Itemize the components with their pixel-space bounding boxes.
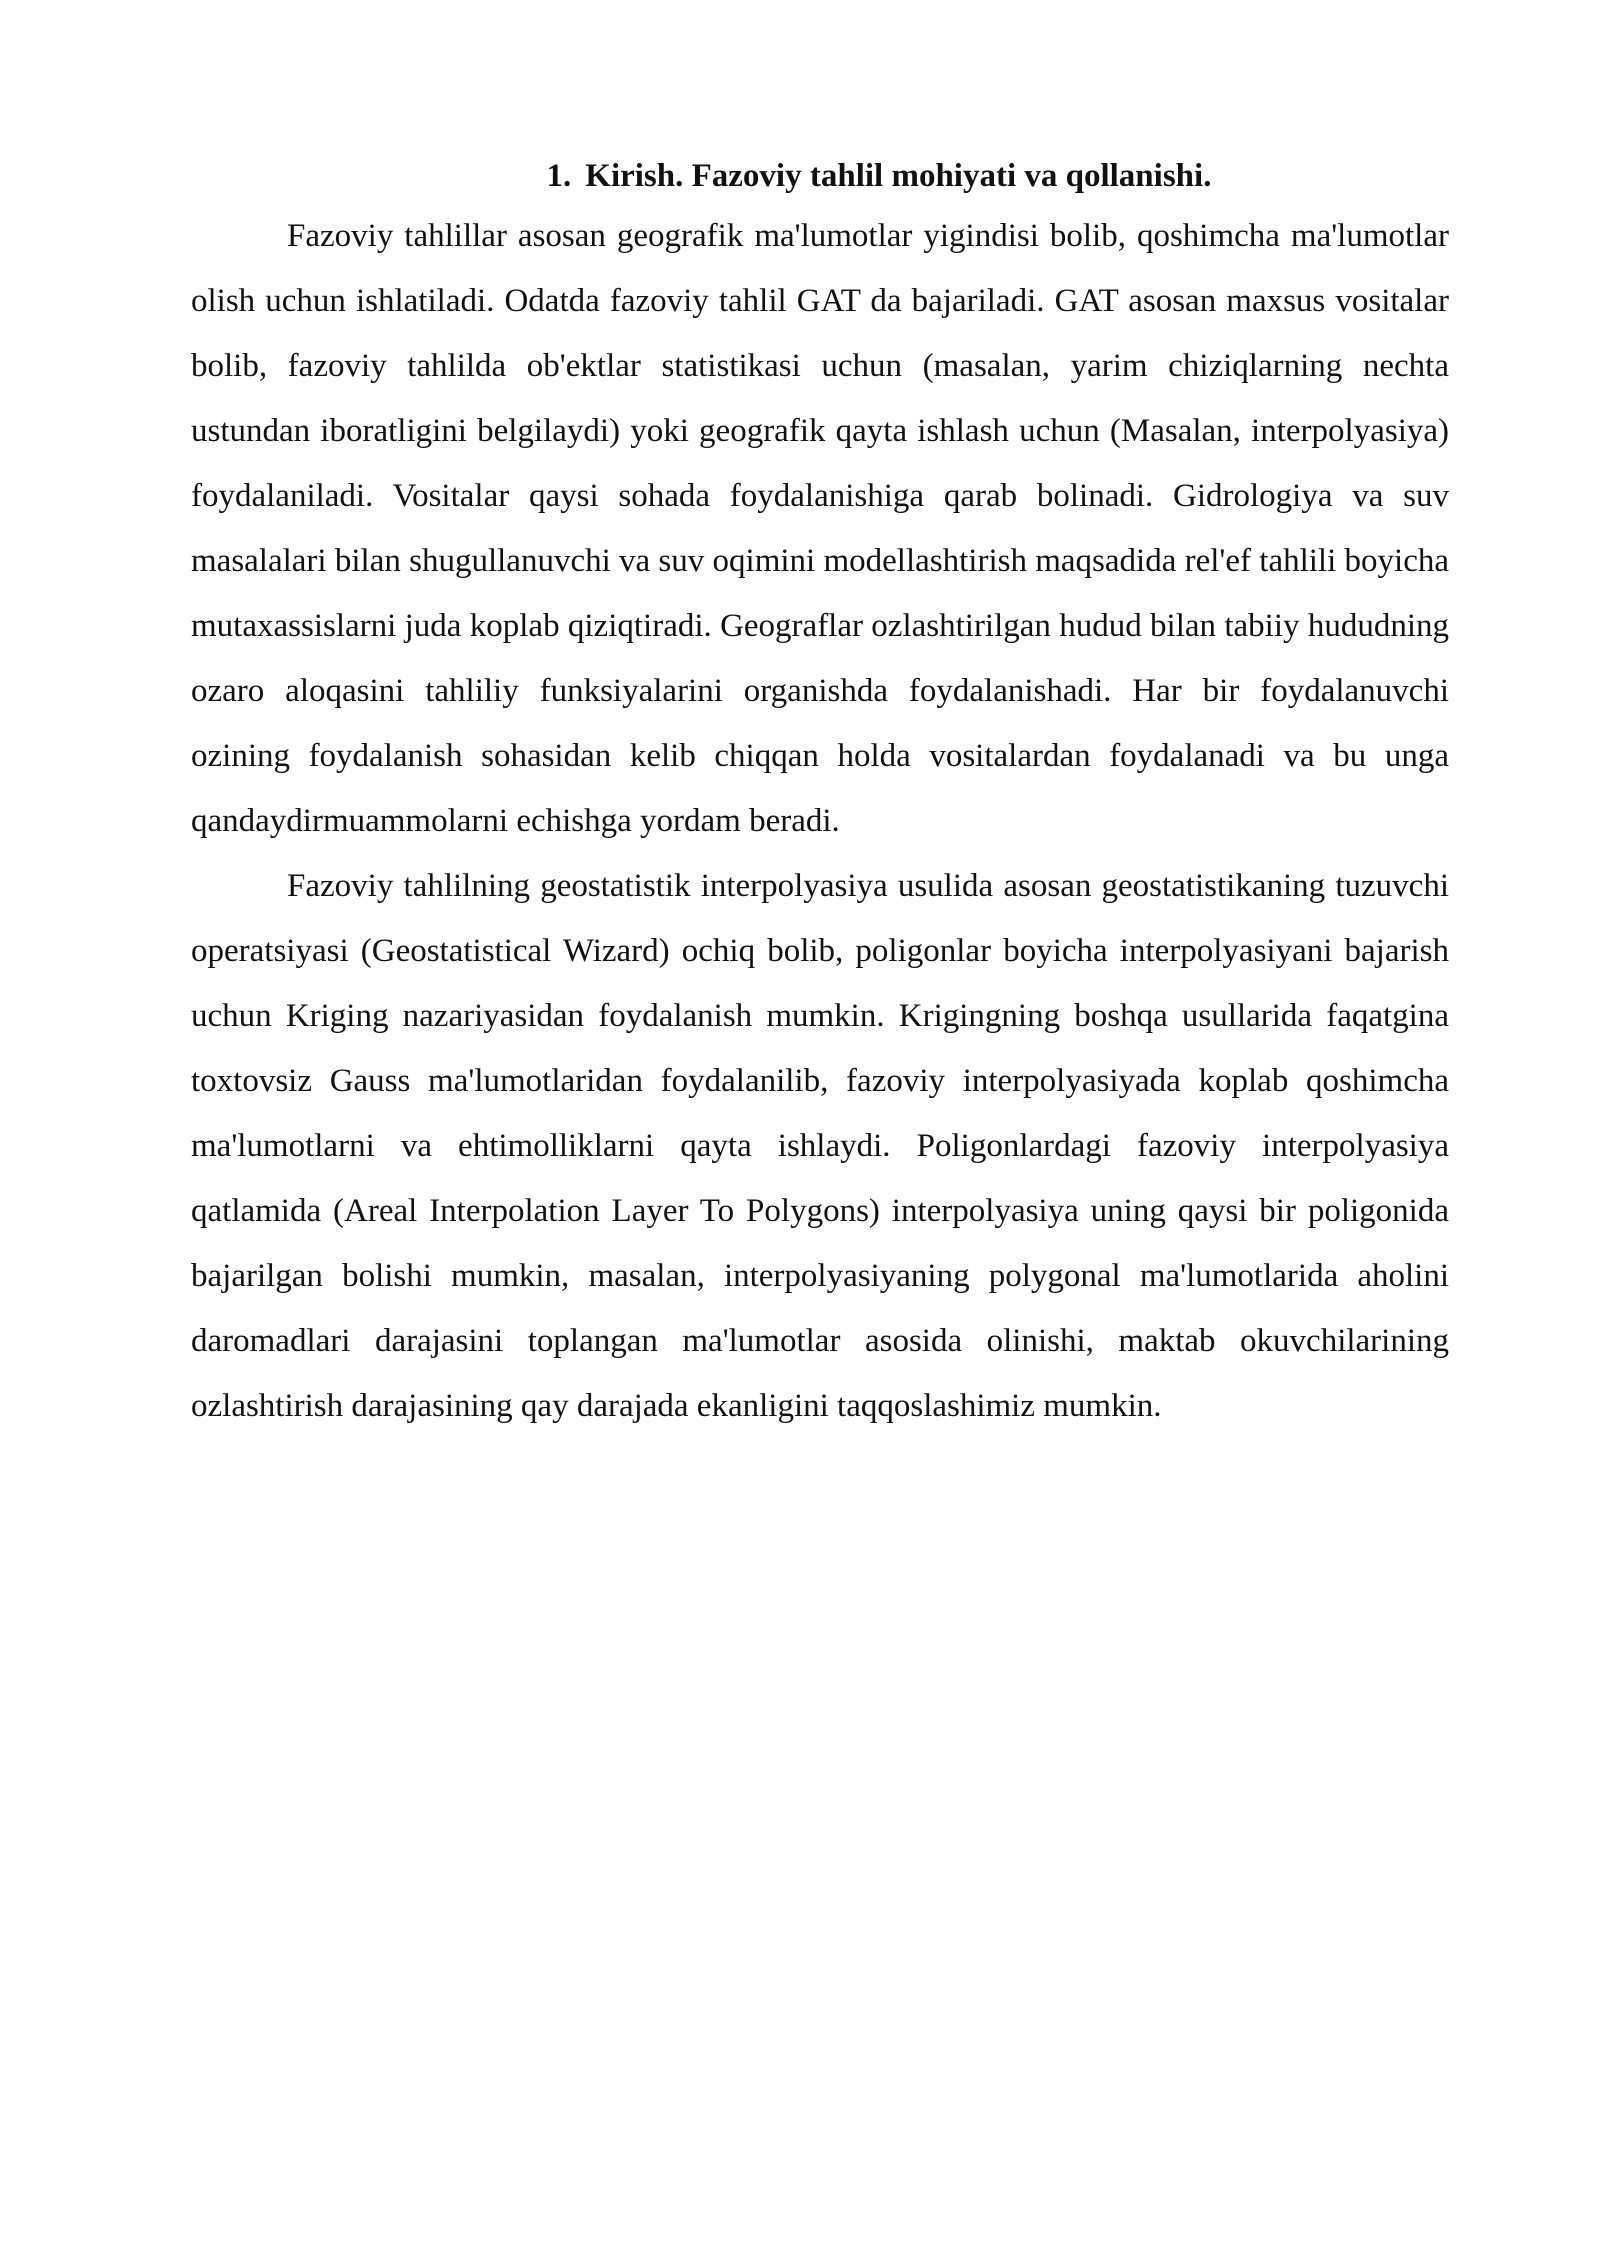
section-number: 1. [546, 158, 572, 194]
section-heading [191, 148, 1449, 204]
document-body [191, 148, 1449, 1439]
paragraph: Fazoviy tahlillar asosan geografik ma'lumotlar yigindisi bolib, qoshimcha ma'lumotlar olish uchun ishlatiladi. Odatda fazoviy tahlil GAT da bajariladi. GAT asosan maxsus vositalar bolib, fazoviy tahlilda ob'ektlar statistikasi uchun (masalan, yarim chiziqlarning nechta ustundan iboratligini belgilaydi) yoki geografik qayta ishlash uchun (Masalan, interpolyasiya) foydalaniladi. Vositalar qaysi sohada foydalanishiga qarab bolinadi. Gidrologiya va suv masalalari bilan shugullanuvchi va suv oqimini modellashtirish maqsadida rel'ef tahlili boyicha mutaxassislarni juda koplab qiziqtiradi. Geograflar ozlashtirilgan hudud bilan tabiiy hududning ozaro aloqasini tahliliy funksiyalarini organishda foydalanishadi. Har bir foydalanuvchi ozining foydalanish sohasidan kelib chiqqan holda vositalardan foydalanadi va bu unga qandaydirmuammolarni echishga yordam beradi. [191, 218, 1449, 839]
paragraph: Fazoviy tahlilning geostatistik interpolyasiya usulida asosan geostatistikaning tuzuvchi operatsiyasi (Geostatistical Wizard) ochiq bolib, poligonlar boyicha interpolyasiyani bajarish uchun Kriging nazariyasidan foydalanish mumkin. Krigingning boshqa usullarida faqatgina toxtovsiz Gauss ma'lumotlaridan foydalanilib, fazoviy interpolyasiyada koplab qoshimcha ma'lumotlarni va ehtimolliklarni qayta ishlaydi. Poligonlardagi fazoviy interpolyasiya qatlamida (Areal Interpolation Layer To Polygons) interpolyasiya uning qaysi bir poligonida bajarilgan bolishi mumkin, masalan, interpolyasiyaning polygonal ma'lumotlarida aholini daromadlari darajasini toplangan ma'lumotlar asosida olinishi, maktab okuvchilarining ozlashtirish darajasining qay darajada ekanligini taqqoslashimiz mumkin. [191, 868, 1449, 1424]
section-title: Kirish. Fazoviy tahlil mohiyati va qollanishi. [585, 158, 1212, 194]
